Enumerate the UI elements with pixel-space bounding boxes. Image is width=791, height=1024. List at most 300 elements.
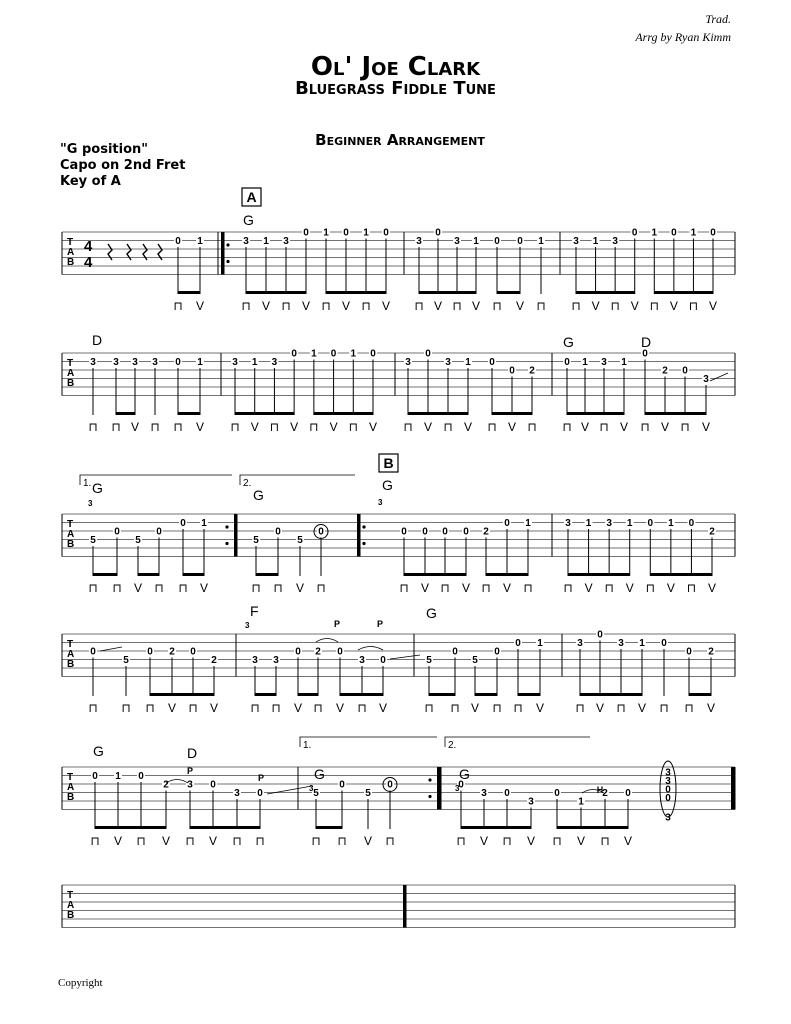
fret-number: 0 <box>257 788 263 799</box>
upstroke-mark: V <box>420 581 430 595</box>
downstroke-mark: ⊓ <box>348 420 358 434</box>
pull-off-mark: P <box>376 619 384 629</box>
upstroke-mark: V <box>335 701 345 715</box>
fret-number: 3 <box>187 779 193 791</box>
downstroke-mark: ⊓ <box>271 701 281 715</box>
chord-name: G <box>93 743 104 759</box>
downstroke-mark: ⊓ <box>185 834 195 848</box>
chord-fret-number: 0 <box>665 792 671 804</box>
chord-name: G <box>314 766 325 782</box>
downstroke-mark: ⊓ <box>571 299 581 313</box>
fret-number: 0 <box>422 526 428 538</box>
downstroke-mark: ⊓ <box>600 834 610 848</box>
downstroke-mark: ⊓ <box>640 420 650 434</box>
fret-number: 5 <box>90 535 96 546</box>
fret-number: 1 <box>592 236 599 247</box>
upstroke-mark: V <box>290 420 299 434</box>
chord-name: G <box>459 766 470 782</box>
fret-number: 1 <box>311 348 317 360</box>
fret-number: 3 <box>113 357 119 368</box>
fret-number: 2 <box>163 779 169 791</box>
chord-fret-number: 3 <box>665 812 671 824</box>
fret-number: 5 <box>135 535 141 546</box>
fret-number: 0 <box>517 236 523 247</box>
copyright: Copyright <box>58 977 103 989</box>
upstroke-mark: V <box>195 420 205 434</box>
repeat-dot <box>362 542 365 545</box>
upstroke-mark: V <box>433 299 443 313</box>
upstroke-mark: V <box>637 701 647 715</box>
downstroke-mark: ⊓ <box>111 420 121 434</box>
fret-number: 1 <box>363 227 369 239</box>
upstroke-mark: V <box>209 701 219 715</box>
note-beam <box>138 573 159 576</box>
fret-number: 3 <box>703 374 709 385</box>
upstroke-mark: V <box>293 701 303 715</box>
fret-number: 3 <box>416 236 422 247</box>
fret-number: 1 <box>651 227 658 239</box>
fret-number: 3 <box>271 357 278 368</box>
downstroke-mark: ⊓ <box>399 581 409 595</box>
tab-clef-letter: B <box>67 910 75 921</box>
fret-number: 2 <box>315 646 321 658</box>
fret-number: 0 <box>515 638 521 649</box>
fret-number: 1 <box>621 357 627 368</box>
downstroke-mark: ⊓ <box>688 299 699 313</box>
upstroke-mark: V <box>576 834 586 848</box>
fret-number: 2 <box>708 646 714 658</box>
chord-name: D <box>92 332 103 348</box>
fret-number: 3 <box>481 788 487 799</box>
fret-number: 0 <box>343 227 349 239</box>
fret-number: 3 <box>612 236 618 247</box>
fret-number: 0 <box>463 526 469 538</box>
fret-number: 0 <box>90 646 96 658</box>
note-beam <box>576 291 635 294</box>
fret-number: 0 <box>339 779 345 791</box>
ending-number: 1. <box>83 478 92 489</box>
fret-number: 5 <box>123 655 129 666</box>
fret-number: 5 <box>313 788 319 799</box>
hammer-on-mark: H <box>596 785 604 795</box>
upstroke-mark: V <box>423 420 433 434</box>
note-beam <box>178 291 200 294</box>
fret-number: 0 <box>425 348 431 360</box>
chord-fret-marker: 3 <box>455 784 460 793</box>
downstroke-mark: ⊓ <box>173 299 183 313</box>
fret-number: 0 <box>494 236 500 247</box>
upstroke-mark: V <box>706 701 716 715</box>
downstroke-mark: ⊓ <box>250 701 260 715</box>
chord-fret-number: 0 <box>665 784 671 796</box>
note-beam <box>316 826 342 829</box>
downstroke-mark: ⊓ <box>281 299 291 313</box>
downstroke-mark: ⊓ <box>337 834 347 848</box>
upstroke-mark: V <box>580 420 590 434</box>
upstroke-mark: V <box>507 420 517 434</box>
chord-name: G <box>243 212 254 228</box>
note-beam <box>429 693 455 696</box>
thick-barline <box>437 767 441 810</box>
downstroke-mark: ⊓ <box>112 581 122 595</box>
repeat-dot <box>362 525 365 528</box>
downstroke-mark: ⊓ <box>88 581 98 595</box>
downstroke-mark: ⊓ <box>492 701 502 715</box>
chord-name: F <box>250 603 259 619</box>
tab-clef-letter: T <box>67 639 74 650</box>
upstroke-mark: V <box>591 299 600 313</box>
fret-number: 3 <box>454 236 460 247</box>
tab-clef-letter: A <box>67 782 75 793</box>
fret-number: 0 <box>504 788 510 799</box>
ending-bracket <box>300 737 437 747</box>
note-beam <box>340 693 383 696</box>
upstroke-mark: V <box>295 581 305 595</box>
upstroke-mark: V <box>199 581 209 595</box>
downstroke-mark: ⊓ <box>311 834 321 848</box>
downstroke-mark: ⊓ <box>563 581 573 595</box>
fret-number: 0 <box>138 771 144 782</box>
note-beam <box>150 693 214 696</box>
downstroke-mark: ⊓ <box>309 420 319 434</box>
capo-note: Capo on 2nd Fret <box>60 158 186 173</box>
upstroke-mark: V <box>660 420 670 434</box>
chord-name: D <box>187 745 198 761</box>
downstroke-mark: ⊓ <box>136 834 146 848</box>
fret-number: 2 <box>529 365 535 377</box>
upstroke-mark: V <box>368 420 378 434</box>
fret-number: 0 <box>295 646 301 658</box>
chord-name: G <box>426 605 437 621</box>
ending-number: 2. <box>448 740 457 751</box>
note-beam <box>419 291 476 294</box>
note-beam <box>235 412 294 415</box>
fret-number: 0 <box>180 518 186 529</box>
note-beam <box>461 826 531 829</box>
note-beam <box>518 693 540 696</box>
downstroke-mark: ⊓ <box>552 834 562 848</box>
downstroke-mark: ⊓ <box>616 701 626 715</box>
upstroke-mark: V <box>470 701 480 715</box>
fret-number: 5 <box>426 655 432 666</box>
fret-number: 0 <box>147 646 153 658</box>
fret-number: 0 <box>291 348 297 360</box>
fret-number: 3 <box>273 655 279 666</box>
tab-clef-letter: A <box>67 247 75 258</box>
fret-number: 1 <box>251 357 258 368</box>
downstroke-mark: ⊓ <box>450 701 460 715</box>
fret-number: 2 <box>483 526 489 538</box>
fret-number: 3 <box>90 357 96 368</box>
downstroke-mark: ⊓ <box>385 834 395 848</box>
time-signature-bottom: 4 <box>84 254 93 271</box>
fret-number: 0 <box>337 646 343 658</box>
fret-number: 0 <box>554 788 560 799</box>
position-note: "G position" <box>60 142 149 157</box>
tab-clef-letter: A <box>67 649 75 660</box>
upstroke-mark: V <box>341 299 351 313</box>
fret-number: 0 <box>387 779 393 791</box>
fret-number: 0 <box>686 646 692 658</box>
downstroke-mark: ⊓ <box>440 581 450 595</box>
downstroke-mark: ⊓ <box>316 581 326 595</box>
upstroke-mark: V <box>535 701 545 715</box>
upstroke-mark: V <box>707 581 717 595</box>
fret-number: 3 <box>405 357 411 368</box>
slur-arc <box>358 647 383 651</box>
note-beam <box>116 412 135 415</box>
note-beam <box>255 693 276 696</box>
fret-number: 3 <box>243 236 249 247</box>
fret-number: 5 <box>472 655 478 666</box>
time-signature-top: 4 <box>84 238 93 255</box>
fret-number: 5 <box>297 535 303 546</box>
chord-fret-marker: 3 <box>245 621 250 630</box>
fret-number: 0 <box>175 236 181 247</box>
arranger-credit: Arrg by Ryan Kimm <box>635 30 731 44</box>
downstroke-mark: ⊓ <box>487 420 497 434</box>
fret-number: 1 <box>201 518 207 529</box>
tab-clef-letter: B <box>67 378 75 389</box>
composer-credit: Trad. <box>705 12 731 26</box>
chord-name: G <box>253 487 264 503</box>
downstroke-mark: ⊓ <box>230 420 240 434</box>
fret-number: 2 <box>211 655 217 666</box>
upstroke-mark: V <box>381 299 391 313</box>
fret-number: 1 <box>639 638 645 649</box>
note-beam <box>497 291 520 294</box>
fret-number: 0 <box>631 227 638 239</box>
upstroke-mark: V <box>515 299 525 313</box>
downstroke-mark: ⊓ <box>88 420 98 434</box>
note-beam <box>256 573 278 576</box>
fret-number: 0 <box>452 646 458 658</box>
downstroke-mark: ⊓ <box>684 701 694 715</box>
downstroke-mark: ⊓ <box>145 701 155 715</box>
fret-number: 0 <box>625 788 631 799</box>
fret-number: 3 <box>234 788 240 799</box>
repeat-dot <box>225 542 228 545</box>
chord-name: G <box>92 480 103 496</box>
fret-number: 1 <box>585 518 592 529</box>
fret-number: 3 <box>252 655 258 666</box>
downstroke-mark: ⊓ <box>452 299 462 313</box>
upstroke-mark: V <box>463 420 473 434</box>
fret-number: 3 <box>232 357 238 368</box>
upstroke-mark: V <box>301 299 311 313</box>
note-beam <box>246 291 306 294</box>
note-beam <box>568 573 630 576</box>
fret-number: 1 <box>538 236 544 247</box>
fret-number: 2 <box>602 788 608 799</box>
chord-name: G <box>563 334 574 350</box>
fret-number: 0 <box>564 357 570 368</box>
note-beam <box>650 573 712 576</box>
downstroke-mark: ⊓ <box>523 581 533 595</box>
note-beam <box>557 826 628 829</box>
fret-number: 0 <box>710 227 716 239</box>
downstroke-mark: ⊓ <box>575 701 585 715</box>
downstroke-mark: ⊓ <box>232 834 242 848</box>
page-subtitle: Bluegrass Fiddle Tune <box>295 78 496 99</box>
note-beam <box>314 412 373 415</box>
downstroke-mark: ⊓ <box>492 299 502 313</box>
downstroke-mark: ⊓ <box>178 581 188 595</box>
chord-fret-marker: 3 <box>309 784 314 793</box>
fret-number: 3 <box>528 796 534 808</box>
downstroke-mark: ⊓ <box>536 299 546 313</box>
downstroke-mark: ⊓ <box>88 701 98 715</box>
section-a-label: A <box>246 189 257 205</box>
note-beam <box>654 291 713 294</box>
fret-number: 5 <box>365 788 371 799</box>
repeat-dot <box>428 778 431 781</box>
fret-number: 0 <box>114 526 120 538</box>
tab-clef-letter: T <box>67 358 74 369</box>
downstroke-mark: ⊓ <box>121 701 131 715</box>
fret-number: 3 <box>618 638 624 649</box>
fret-number: 3 <box>359 655 365 666</box>
fret-number: 1 <box>626 518 633 529</box>
upstroke-mark: V <box>595 701 605 715</box>
fret-number: 0 <box>330 348 337 360</box>
upstroke-mark: V <box>630 299 639 313</box>
downstroke-mark: ⊓ <box>424 701 434 715</box>
pull-off-mark: P <box>257 773 265 783</box>
chord-fret-number: 3 <box>665 767 671 779</box>
tab-clef-letter: A <box>67 529 75 540</box>
fret-number: 0 <box>383 227 389 239</box>
tab-clef-letter: T <box>67 237 74 248</box>
fret-number: 0 <box>318 526 324 538</box>
fret-number: 1 <box>197 357 203 368</box>
note-beam <box>93 573 117 576</box>
downstroke-mark: ⊓ <box>403 420 413 434</box>
fret-number: 0 <box>458 779 464 791</box>
fret-number: 0 <box>303 227 309 239</box>
fret-number: 0 <box>661 638 667 649</box>
downstroke-mark: ⊓ <box>173 420 183 434</box>
fret-number: 1 <box>525 518 531 529</box>
note-beam <box>178 412 200 415</box>
chord-name: D <box>641 334 652 350</box>
upstroke-mark: V <box>669 299 678 313</box>
downstroke-mark: ⊓ <box>241 299 251 313</box>
downstroke-mark: ⊓ <box>645 581 655 595</box>
downstroke-mark: ⊓ <box>443 420 453 434</box>
slide-line <box>390 655 420 659</box>
fret-number: 1 <box>323 227 329 239</box>
fret-number: 1 <box>537 638 543 649</box>
note-beam <box>689 693 711 696</box>
upstroke-mark: V <box>161 834 171 848</box>
downstroke-mark: ⊓ <box>610 299 620 313</box>
downstroke-mark: ⊓ <box>90 834 100 848</box>
fret-number: 0 <box>435 227 441 239</box>
fret-number: 0 <box>190 646 196 658</box>
fret-number: 1 <box>263 236 269 247</box>
fret-number: 0 <box>688 518 695 529</box>
downstroke-mark: ⊓ <box>414 299 424 313</box>
fret-number: 0 <box>370 348 376 360</box>
slur-arc <box>316 639 338 643</box>
note-beam <box>326 291 386 294</box>
ending-bracket <box>445 737 590 747</box>
downstroke-mark: ⊓ <box>456 834 466 848</box>
upstroke-mark: V <box>623 834 633 848</box>
downstroke-mark: ⊓ <box>527 420 537 434</box>
tab-clef-letter: T <box>67 890 74 901</box>
repeat-dot <box>226 260 229 263</box>
downstroke-mark: ⊓ <box>321 299 331 313</box>
upstroke-mark: V <box>708 299 718 313</box>
tab-clef-letter: T <box>67 519 74 530</box>
upstroke-mark: V <box>619 420 629 434</box>
chord-name: G <box>382 477 393 493</box>
fret-number: 0 <box>642 348 648 360</box>
fret-number: 3 <box>283 236 289 247</box>
downstroke-mark: ⊓ <box>680 420 690 434</box>
downstroke-mark: ⊓ <box>251 581 261 595</box>
repeat-dot <box>225 525 228 528</box>
downstroke-mark: ⊓ <box>150 420 160 434</box>
fret-number: 0 <box>442 526 448 538</box>
fret-number: 3 <box>573 236 579 247</box>
upstroke-mark: V <box>250 420 259 434</box>
tab-clef-letter: B <box>67 539 75 550</box>
upstroke-mark: V <box>666 581 675 595</box>
fret-number: 3 <box>601 357 607 368</box>
slide-line <box>710 373 728 381</box>
ending-bracket <box>240 475 355 485</box>
upstroke-mark: V <box>701 420 711 434</box>
downstroke-mark: ⊓ <box>513 701 523 715</box>
fret-number: 0 <box>494 646 500 658</box>
fret-number: 2 <box>662 365 668 377</box>
upstroke-mark: V <box>584 581 593 595</box>
fret-number: 0 <box>597 629 603 641</box>
tab-clef-letter: A <box>67 900 75 911</box>
slide-line <box>100 647 122 651</box>
upstroke-mark: V <box>625 581 634 595</box>
fret-number: 3 <box>577 638 583 649</box>
fret-number: 0 <box>156 526 162 538</box>
note-beam <box>404 573 466 576</box>
note-beam <box>492 412 532 415</box>
thick-barline <box>221 232 225 275</box>
fret-number: 0 <box>401 526 407 538</box>
upstroke-mark: V <box>502 581 512 595</box>
repeat-dot <box>226 243 229 246</box>
arrangement-label: Beginner Arrangement <box>315 131 485 149</box>
fret-number: 1 <box>350 348 357 360</box>
repeat-dot <box>428 795 431 798</box>
ending-number: 1. <box>303 740 312 751</box>
thick-barline <box>357 514 361 557</box>
fret-number: 1 <box>473 236 479 247</box>
downstroke-mark: ⊓ <box>273 581 283 595</box>
tab-clef-letter: B <box>67 659 75 670</box>
tab-clef-letter: T <box>67 772 74 783</box>
fret-number: 0 <box>92 771 98 782</box>
page-title: Ol' Joe Clark <box>310 52 481 82</box>
tab-clef-letter: B <box>67 257 75 268</box>
fret-number: 5 <box>253 535 259 546</box>
fret-number: 3 <box>606 518 612 529</box>
fret-number: 1 <box>197 236 203 247</box>
note-beam <box>475 693 497 696</box>
fret-number: 0 <box>210 779 216 791</box>
